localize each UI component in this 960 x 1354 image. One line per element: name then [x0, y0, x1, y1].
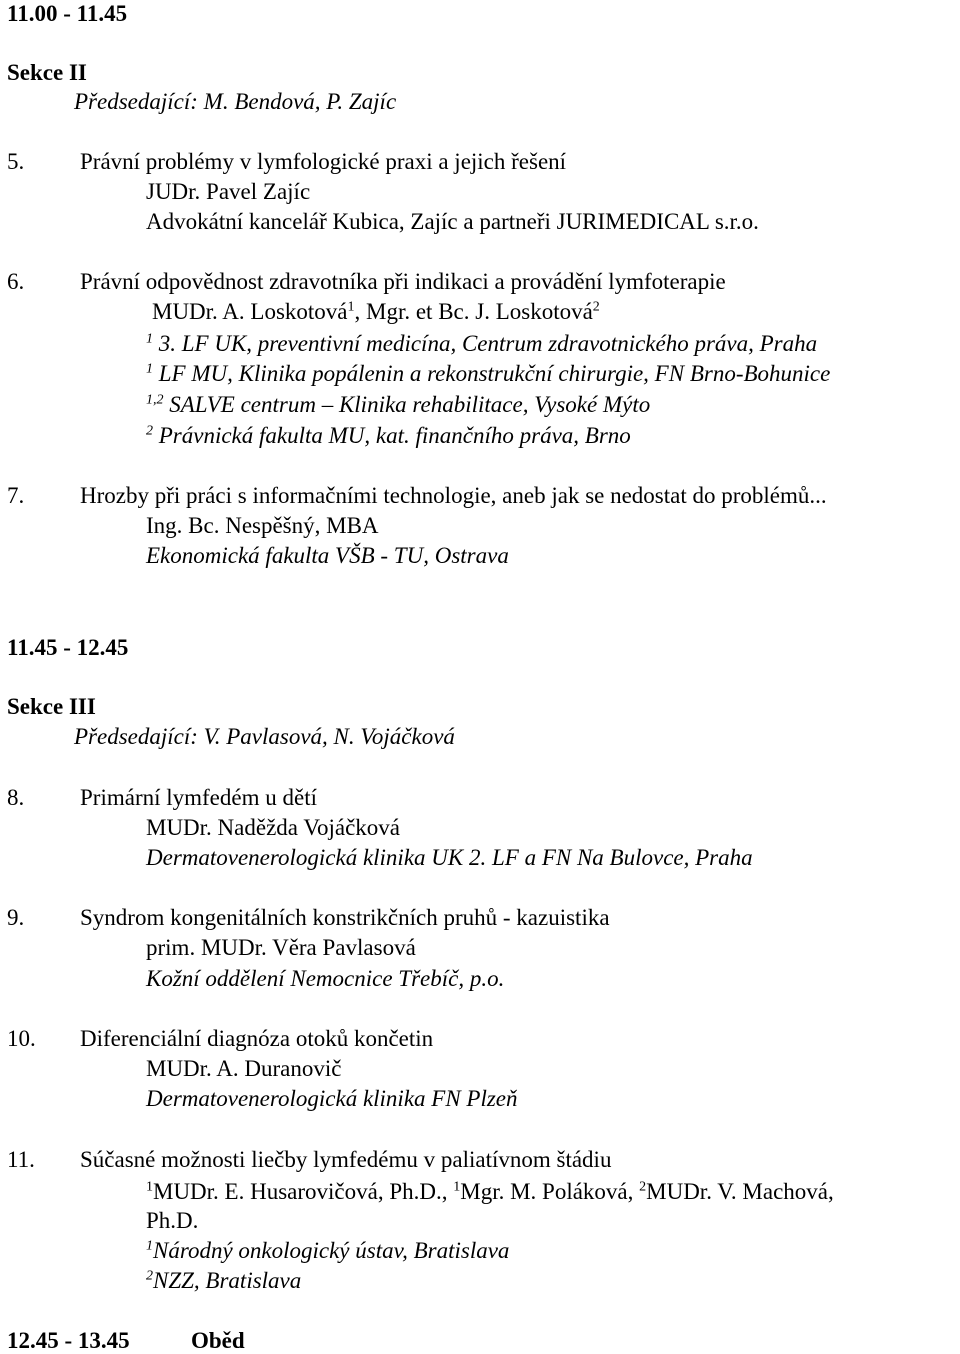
talk-title: Diferenciální diagnóza otoků končetin — [80, 1026, 434, 1051]
affiliation-sup: 1 — [146, 331, 153, 347]
talk-title: Syndrom kongenitálních konstrikčních pruhů - kazuistika — [80, 905, 610, 930]
session-time: 11.45 - 12.45 — [7, 635, 129, 660]
affiliation-text: Právnická fakulta MU, kat. finančního práva, Brno — [153, 423, 631, 448]
talk-title: Právní problémy v lymfologické praxi a jejich řešení — [80, 149, 567, 174]
author-name: Mgr. M. Poláková, — [460, 1179, 640, 1204]
talk-affiliation — [146, 1239, 509, 1262]
talk-author: prim. MUDr. Věra Pavlasová — [146, 935, 416, 960]
talk-affiliation: Dermatovenerologická klinika UK 2. LF a FN Na Bulovce, Praha — [146, 845, 753, 870]
affiliation-sup: 1 — [146, 361, 153, 377]
talk-title: Hrozby při práci s informačními technologie, aneb jak se nedostat do problémů... — [80, 483, 827, 508]
talk-affiliation — [146, 424, 631, 447]
talk-affiliation — [146, 393, 650, 416]
author-name: MUDr. V. Machová, — [646, 1179, 834, 1204]
affiliation-text: Národný onkologický ústav, Bratislava — [153, 1238, 510, 1263]
author-sup: 2 — [592, 299, 600, 315]
affiliation-sup: 2 — [146, 423, 153, 439]
session-time: 11.00 - 11.45 — [7, 1, 128, 26]
affiliation-sup: 1,2 — [146, 392, 164, 408]
talk-affiliation: Kožní oddělení Nemocnice Třebíč, p.o. — [146, 966, 505, 991]
talk-authors — [152, 300, 600, 323]
talk-author: MUDr. A. Duranovič — [146, 1056, 342, 1081]
section-title: Sekce III — [7, 694, 96, 719]
talk-author: MUDr. Naděžda Vojáčková — [146, 815, 400, 840]
talk-affiliation: Dermatovenerologická klinika FN Plzeň — [146, 1086, 518, 1111]
talk-author-continued: Ph.D. — [146, 1208, 199, 1233]
section-chairs: Předsedající: V. Pavlasová, N. Vojáčková — [74, 724, 455, 749]
talk-affiliation — [146, 332, 817, 355]
talk-number: 8. — [7, 785, 25, 810]
talk-number: 7. — [7, 483, 25, 508]
affiliation-text: 3. LF UK, preventivní medicína, Centrum zdravotnického práva, Praha — [153, 331, 818, 356]
talk-title: Súčasné možnosti liečby lymfedému v paliatívnom štádiu — [80, 1147, 612, 1172]
affiliation-sup: 2 — [146, 1268, 153, 1284]
talk-affiliation: Ekonomická fakulta VŠB - TU, Ostrava — [146, 543, 509, 568]
affiliation-sup: 1 — [146, 1238, 153, 1254]
author-sup: 1 — [347, 299, 355, 315]
talk-number: 10. — [7, 1026, 36, 1051]
talk-authors — [146, 1180, 834, 1203]
author-sup: 1 — [453, 1179, 461, 1195]
author-sup: 1 — [146, 1179, 153, 1195]
talk-number: 11. — [7, 1147, 35, 1172]
talk-affiliation — [146, 362, 830, 385]
talk-number: 9. — [7, 905, 25, 930]
author-name: MUDr. E. Husarovičová, Ph.D., — [153, 1179, 454, 1204]
section-chairs: Předsedající: M. Bendová, P. Zajíc — [74, 89, 397, 114]
section-title: Sekce II — [7, 60, 87, 85]
author-name: MUDr. A. Loskotová — [152, 299, 348, 324]
talk-number: 5. — [7, 149, 25, 174]
talk-author: Ing. Bc. Nespěšný, MBA — [146, 513, 379, 538]
talk-affiliation: Advokátní kancelář Kubica, Zajíc a partneři JURIMEDICAL s.r.o. — [146, 209, 759, 234]
talk-affiliation — [146, 1269, 301, 1292]
talk-number: 6. — [7, 269, 25, 294]
session-time: 12.45 - 13.45 — [7, 1328, 130, 1353]
lunch-label: Oběd — [191, 1328, 245, 1353]
affiliation-text: NZZ, Bratislava — [153, 1268, 302, 1293]
author-sup: 2 — [639, 1179, 647, 1195]
author-name: , Mgr. et Bc. J. Loskotová — [354, 299, 593, 324]
talk-author: JUDr. Pavel Zajíc — [146, 179, 311, 204]
talk-title: Právní odpovědnost zdravotníka při indikaci a provádění lymfoterapie — [80, 269, 726, 294]
talk-title: Primární lymfedém u dětí — [80, 785, 317, 810]
affiliation-text: SALVE centrum – Klinika rehabilitace, Vysoké Mýto — [163, 392, 651, 417]
affiliation-text: LF MU, Klinika popálenin a rekonstrukční chirurgie, FN Brno-Bohunice — [153, 361, 831, 386]
